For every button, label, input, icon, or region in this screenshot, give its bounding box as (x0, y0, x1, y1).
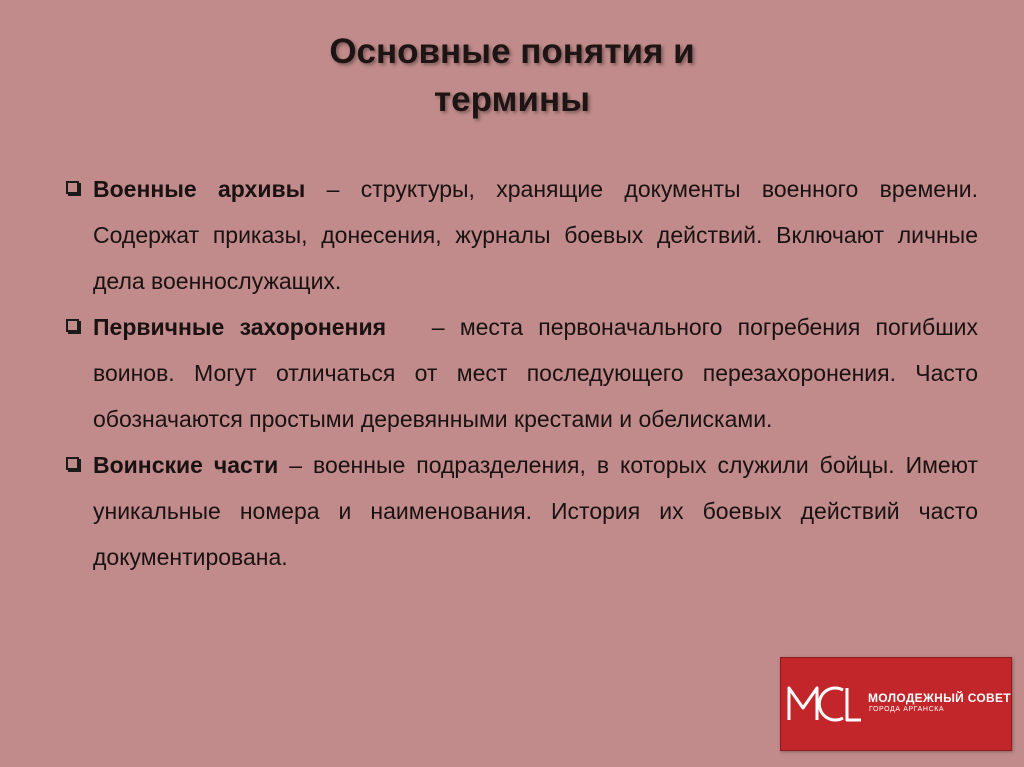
term-label: Военные архивы (93, 176, 306, 202)
term-item-military-archives (64, 166, 978, 304)
checkbox-bullet-icon (66, 319, 79, 332)
term-definition: – структуры, хранящие документы военного времени. Содержат приказы, донесения, журналы боевых действий. Включают личные дела военнослужащих. (93, 176, 979, 294)
term-label: Первичные захоронения (93, 314, 387, 340)
mc-monogram-icon (781, 658, 871, 750)
terms-list (64, 166, 985, 580)
term-item-primary-burials (64, 304, 985, 442)
logo-subtitle: ГОРОДА АРГАНСКА (869, 706, 945, 713)
checkbox-bullet-icon (66, 457, 79, 470)
slide-title (0, 28, 1024, 124)
youth-council-logo (780, 657, 1012, 751)
term-item-military-units (64, 442, 978, 580)
slide-title-line2: термины (434, 80, 590, 119)
checkbox-bullet-icon (66, 181, 79, 194)
term-definition: – военные подразделения, в которых служили бойцы. Имеют уникальные номера и наименования. История их боевых действий часто документирована. (93, 452, 978, 570)
slide-title-line1: Основные понятия и (329, 32, 695, 71)
term-label: Воинские части (93, 452, 279, 478)
logo-title: МОЛОДЕЖНЫЙ СОВЕТ (868, 691, 1011, 705)
term-definition: – места первоначального погребения погибших воинов. Могут отличаться от мест последующего перезахоронения. Часто обозначаются простыми деревянными крестами и обелисками. (93, 314, 985, 432)
